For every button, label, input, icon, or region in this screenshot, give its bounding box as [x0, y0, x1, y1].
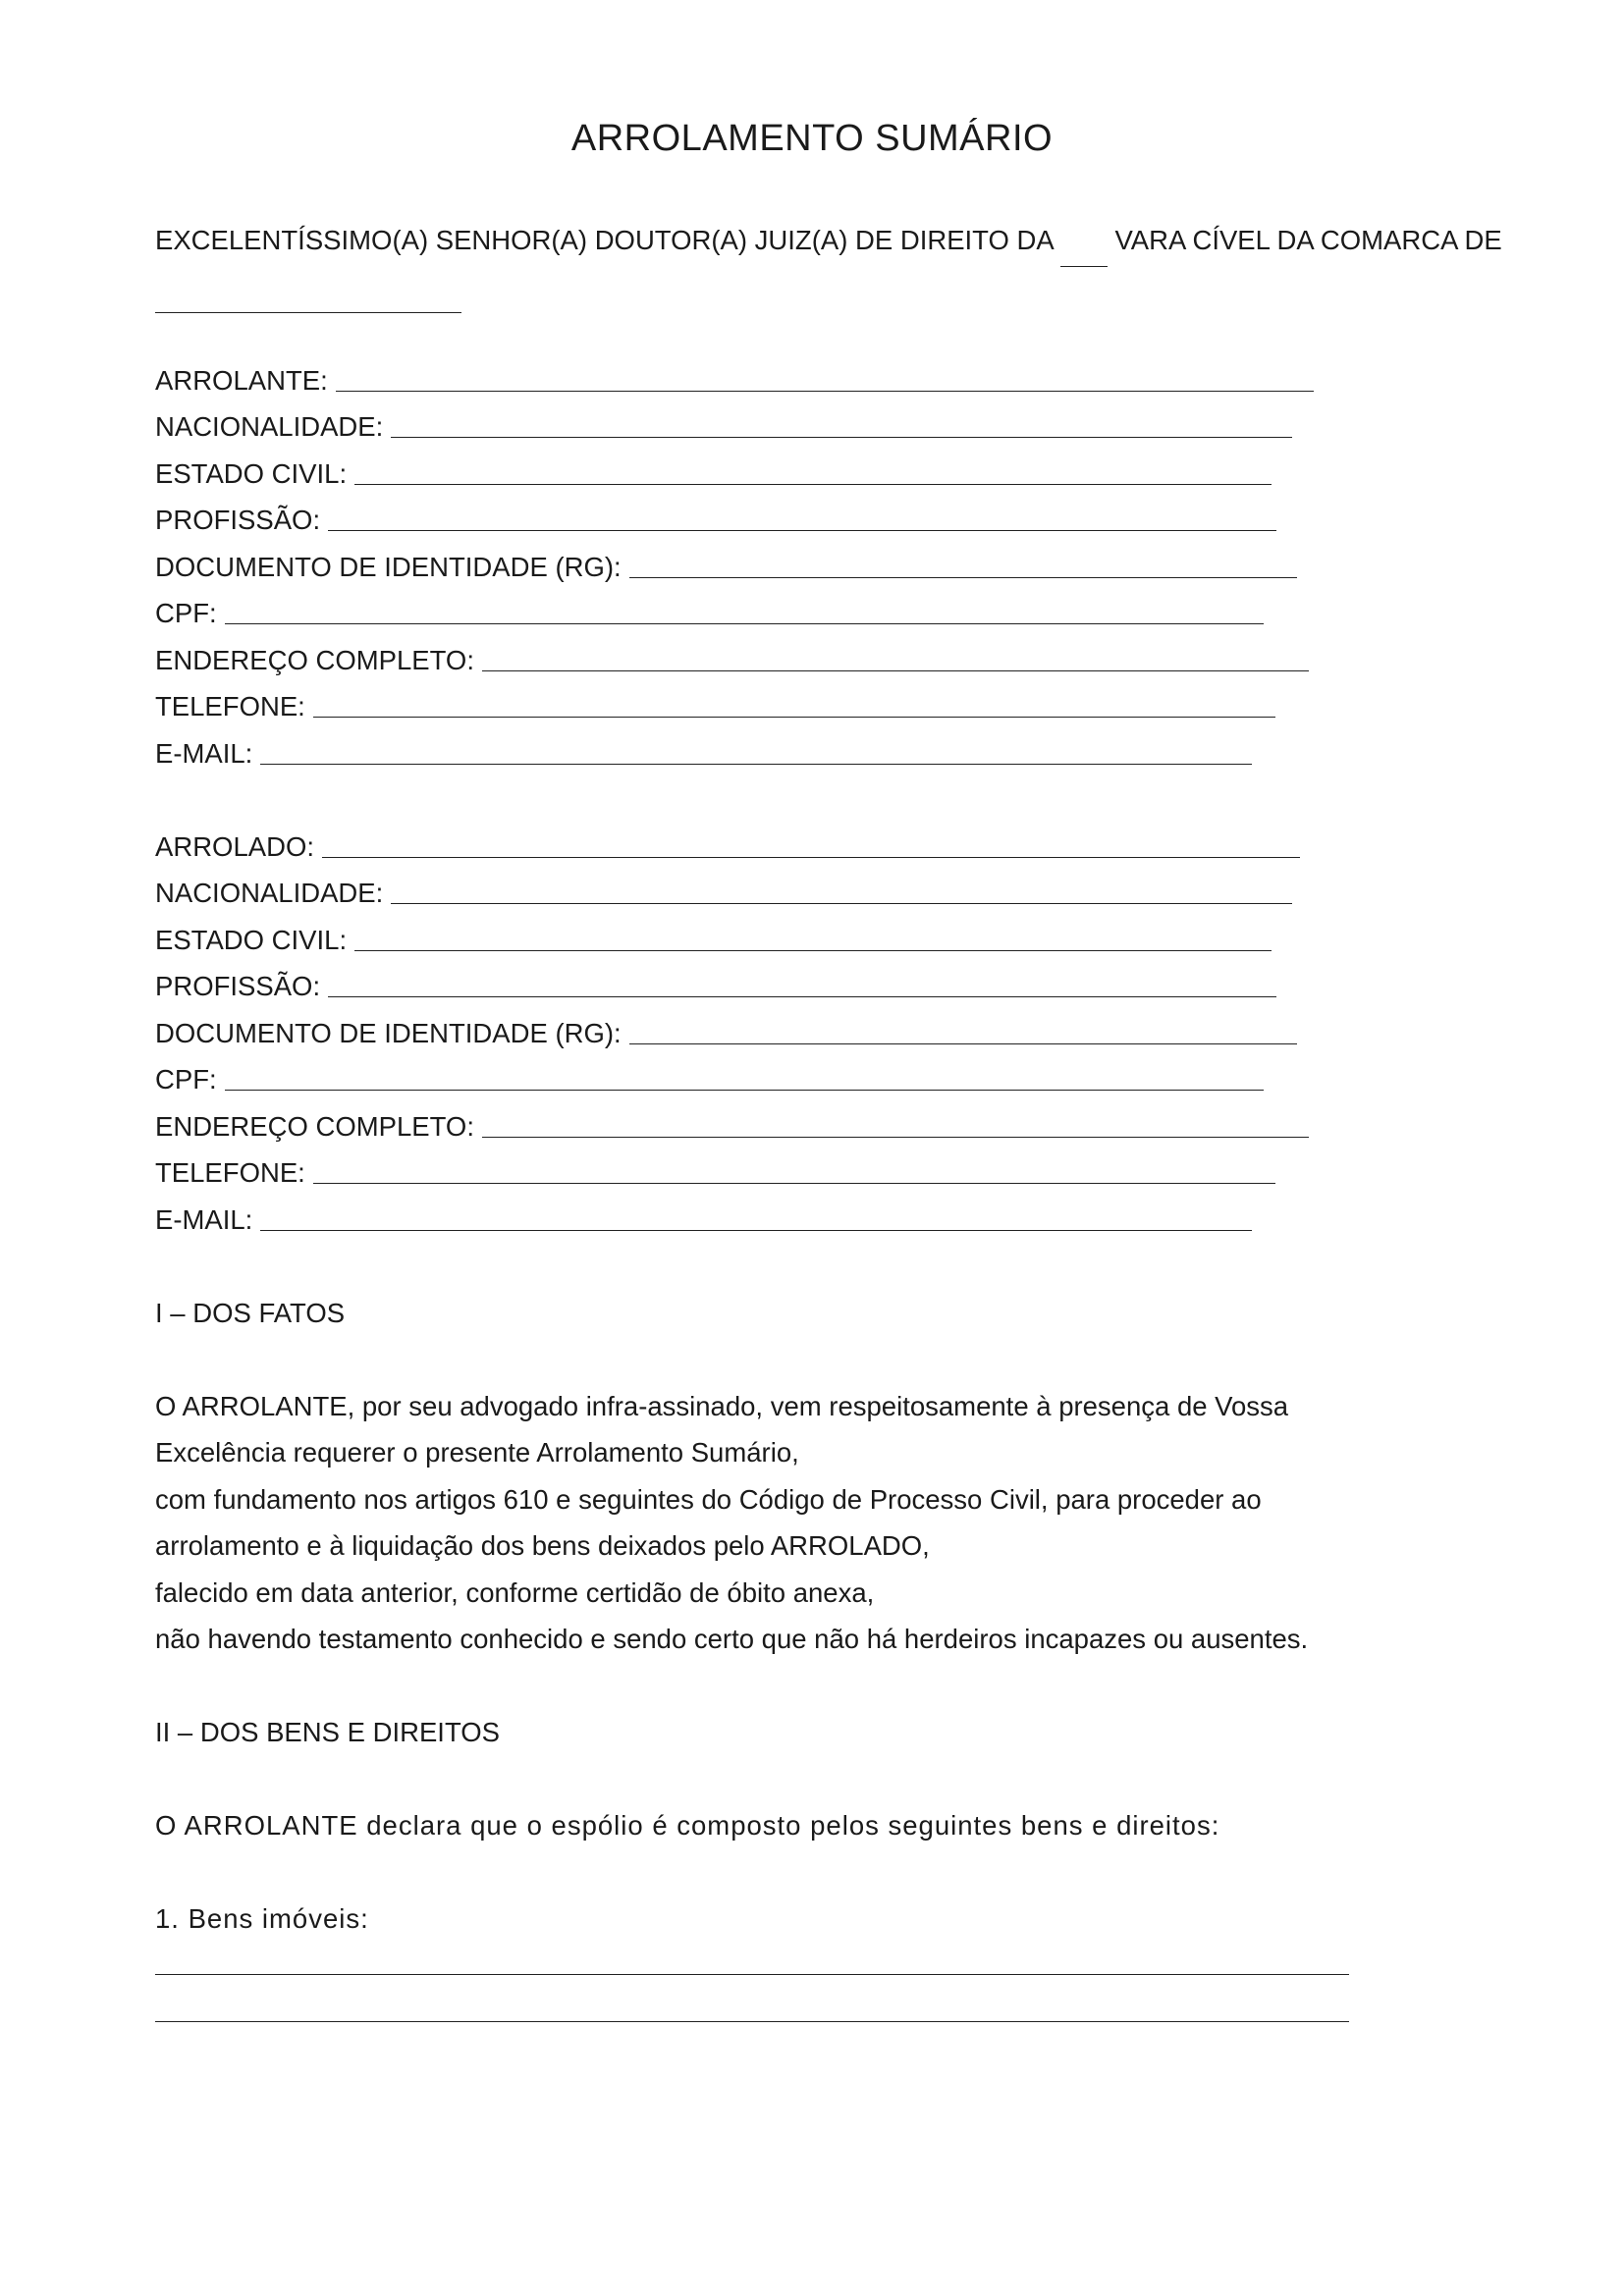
field-blank[interactable] — [313, 1182, 1275, 1184]
arrolante-name-field — [155, 357, 1549, 404]
comarca-line — [155, 264, 1549, 311]
field-blank[interactable] — [260, 763, 1252, 765]
arrolado-rg-field — [155, 1010, 1549, 1057]
arrolante-phone-field — [155, 683, 1549, 730]
field-blank[interactable] — [391, 436, 1292, 438]
arrolante-cpf-field — [155, 590, 1549, 637]
field-blank[interactable] — [354, 483, 1272, 485]
real-estate-blank-line-2[interactable] — [155, 1990, 1349, 2022]
field-label: E-MAIL: — [155, 737, 253, 769]
field-blank[interactable] — [328, 529, 1276, 531]
arrolante-profession-field — [155, 497, 1549, 544]
field-label: CPF: — [155, 1064, 217, 1095]
addressee-part1: EXCELENTÍSSIMO(A) SENHOR(A) DOUTOR(A) JUIZ(A) DE DIREITO DA — [155, 225, 1054, 255]
field-blank[interactable] — [354, 949, 1272, 951]
arrolado-address-field — [155, 1103, 1549, 1150]
field-blank[interactable] — [225, 622, 1264, 624]
field-label: NACIONALIDADE: — [155, 411, 384, 442]
arrolante-block — [155, 357, 1549, 777]
field-blank[interactable] — [322, 856, 1300, 858]
field-label: DOCUMENTO DE IDENTIDADE (RG): — [155, 551, 622, 582]
field-label: NACIONALIDADE: — [155, 878, 384, 908]
field-label: DOCUMENTO DE IDENTIDADE (RG): — [155, 1017, 622, 1048]
field-label: ARROLANTE: — [155, 364, 328, 396]
field-label: PROFISSÃO: — [155, 971, 321, 1001]
field-label: ESTADO CIVIL: — [155, 924, 348, 955]
arrolante-nationality-field — [155, 403, 1549, 451]
field-blank[interactable] — [260, 1229, 1252, 1231]
field-blank[interactable] — [391, 902, 1292, 904]
comarca-blank[interactable] — [155, 266, 461, 314]
vara-number-blank[interactable] — [1060, 219, 1108, 267]
arrolado-cpf-field — [155, 1056, 1549, 1103]
arrolante-marital-status-field — [155, 451, 1549, 498]
paragraph-line: arrolamento e à liquidação dos bens deixados pelo ARROLADO, — [155, 1530, 930, 1561]
field-label: ESTADO CIVIL: — [155, 457, 348, 489]
field-label: ENDEREÇO COMPLETO: — [155, 644, 474, 675]
field-blank[interactable] — [313, 716, 1275, 718]
arrolante-address-field — [155, 637, 1549, 684]
field-label: E-MAIL: — [155, 1203, 253, 1235]
document-body — [155, 217, 1549, 2022]
arrolado-profession-field — [155, 963, 1549, 1010]
paragraph-line: O ARROLANTE, por seu advogado infra-assinado, vem respeitosamente à presença de Vossa — [155, 1390, 1289, 1421]
field-label: ENDEREÇO COMPLETO: — [155, 1110, 474, 1142]
item-real-estate: 1. Bens imóveis: — [155, 1903, 369, 1934]
arrolado-name-field — [155, 824, 1549, 871]
arrolante-rg-field — [155, 544, 1549, 591]
document-title: ARROLAMENTO SUMÁRIO — [570, 118, 1054, 159]
field-blank[interactable] — [629, 1042, 1297, 1044]
section-heading-assets: II – DOS BENS E DIREITOS — [155, 1717, 500, 1747]
facts-paragraph — [155, 1383, 1549, 1663]
paragraph-line: com fundamento nos artigos 610 e seguintes do Código de Processo Civil, para proceder ao — [155, 1483, 1262, 1515]
arrolante-email-field — [155, 730, 1549, 777]
field-blank[interactable] — [629, 576, 1297, 578]
arrolado-phone-field — [155, 1149, 1549, 1197]
field-blank[interactable] — [336, 390, 1314, 392]
field-label: TELEFONE: — [155, 1157, 305, 1188]
paragraph-line: Excelência requerer o presente Arrolamento Sumário, — [155, 1437, 799, 1468]
paragraph-line: falecido em data anterior, conforme certidão de óbito anexa, — [155, 1576, 875, 1608]
field-blank[interactable] — [482, 1136, 1309, 1138]
assets-intro: O ARROLANTE declara que o espólio é composto pelos seguintes bens e direitos: — [155, 1810, 1220, 1841]
arrolado-block — [155, 824, 1549, 1244]
field-blank[interactable] — [225, 1089, 1264, 1091]
field-label: PROFISSÃO: — [155, 505, 321, 535]
addressee-line — [155, 217, 1549, 264]
field-label: ARROLADO: — [155, 830, 314, 862]
field-label: TELEFONE: — [155, 691, 305, 721]
field-label: CPF: — [155, 598, 217, 628]
section-heading-facts: I – DOS FATOS — [155, 1297, 346, 1328]
field-blank[interactable] — [328, 995, 1276, 997]
field-blank[interactable] — [482, 669, 1309, 671]
arrolado-marital-status-field — [155, 917, 1549, 964]
paragraph-line: não havendo testamento conhecido e sendo certo que não há herdeiros incapazes ou ausentes. — [155, 1624, 1309, 1654]
arrolado-nationality-field — [155, 870, 1549, 917]
addressee-part2: VARA CÍVEL DA COMARCA DE — [1114, 225, 1502, 255]
real-estate-blank-line-1[interactable] — [155, 1943, 1349, 1975]
arrolado-email-field — [155, 1197, 1549, 1244]
